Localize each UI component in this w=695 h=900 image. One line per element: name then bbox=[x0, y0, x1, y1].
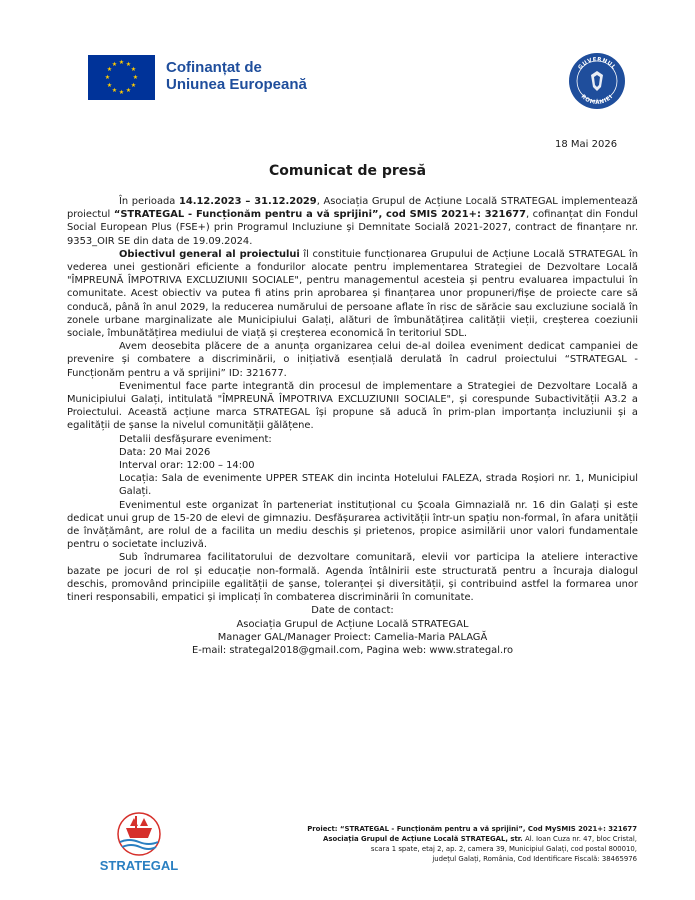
svg-text:★: ★ bbox=[125, 61, 132, 68]
svg-text:★: ★ bbox=[111, 61, 118, 68]
press-release-body bbox=[67, 195, 638, 657]
paragraph-objective bbox=[67, 248, 638, 340]
event-location: Locația: Sala de evenimente UPPER STEAK din incinta Hotelului FALEZA, strada Roșiori nr. 1, Municipiul Galați. bbox=[119, 473, 638, 498]
svg-text:GUVERNUL: GUVERNUL bbox=[577, 56, 617, 71]
text: îl constituie funcționarea Grupului de Acțiune Locală STRATEGAL în vederea unei gestionări eficiente a fondurilor alocate pentru implementarea Strategiei de Dezvoltare Locală "ÎMPREUNĂ ÎMPOTRIVA EXCLUZIUNII SOCIALE", pentru managementul acesteia și pentru evaluarea impactului în comunitate. Acest obiectiv va putea fi atins prin aprobarea și finanțarea unor propuneri/fișe de proiecte care să conducă, până în anul 2029, la reducerea numărului de persoane aflate în risc de sărăcie sau excluziune socială în zonele urbane marginalizate ale Municipiului Galați, alături de îmbunătățirea calității vieții, creșterea coeziunii sociale, îmbunătățirea mediului de viață și creșterea economică în teritoriul SDL. bbox=[67, 248, 639, 340]
svg-text:★: ★ bbox=[130, 82, 137, 89]
event-date: Data: 20 Mai 2026 bbox=[119, 446, 211, 458]
objective-heading: Obiectivul general al proiectului bbox=[119, 248, 300, 260]
project-name: “STRATEGAL - Funcționăm pentru a vă sprijini”, cod SMIS 2021+: 321677 bbox=[113, 209, 526, 221]
text: Asociația Grupul de Acțiune Locală STRATEGAL, str. bbox=[323, 835, 523, 843]
contact-organization: Asociația Grupul de Acțiune Locală STRATEGAL bbox=[236, 618, 469, 630]
footer-address-3: județul Galați, România, Cod Identificare Fiscală: 38465976 bbox=[432, 855, 637, 863]
event-details-heading: Detalii desfășurare eveniment: bbox=[119, 433, 272, 445]
release-date: 18 Mai 2026 bbox=[555, 139, 618, 150]
svg-text:★: ★ bbox=[104, 74, 111, 81]
text: , Asociația Grupul de Acțiune Locală STRATEGAL implementează proiectul bbox=[67, 196, 638, 221]
svg-text:★: ★ bbox=[111, 87, 118, 94]
svg-text:★: ★ bbox=[125, 87, 132, 94]
text: Al. Ioan Cuza nr. 47, bloc Cristal, bbox=[522, 835, 637, 843]
eu-line-1: Cofinanțat de bbox=[166, 59, 262, 76]
contact-email-web: E-mail: strategal2018@gmail.com, Pagina web: www.strategal.ro bbox=[191, 644, 514, 656]
svg-text:★: ★ bbox=[130, 66, 137, 73]
paragraph-announcement: Avem deosebita plăcere de a anunța organizarea celui de-al doilea eveniment dedicat campaniei de prevenire și combatere a discriminării, o inițiativă esențială derulată în cadrul proiectului “STRATEGAL - Funcționăm pentru a vă sprijini” ID: 321677. bbox=[67, 341, 638, 379]
page-title: Comunicat de presă bbox=[268, 163, 427, 179]
footer-address-1 bbox=[217, 834, 637, 844]
contact-manager: Manager GAL/Manager Proiect: Camelia-Maria PALAGĂ bbox=[217, 631, 488, 643]
text: În perioada bbox=[119, 196, 179, 207]
svg-text:★: ★ bbox=[118, 89, 125, 96]
contact-heading: Date de contact: bbox=[311, 605, 394, 617]
event-time: Interval orar: 12:00 – 14:00 bbox=[119, 460, 255, 472]
romanian-government-seal-icon bbox=[568, 52, 626, 110]
footer-address-2: scara 1 spate, etaj 2, ap. 2, camera 39, Municipiul Galați, cod postal 800010, bbox=[370, 845, 637, 853]
svg-text:ROMÂNIEI: ROMÂNIEI bbox=[579, 93, 615, 107]
text: Proiect: “STRATEGAL - Funcționăm pentru a vă sprijini”, Cod MySMIS 2021+: 321677 bbox=[307, 825, 637, 833]
text: , cofinanțat din Fondul Social European Plus (FSE+) prin Programul Incluziune și Demnitate Socială 2021-2027, contract de finanțare nr. 9353_OIR SE din data de 19.09.2024. bbox=[67, 209, 638, 247]
eu-cofinancing-label bbox=[166, 59, 307, 93]
svg-text:STRATEGAL: STRATEGAL bbox=[99, 858, 179, 873]
strategal-logo bbox=[99, 808, 179, 878]
footer-project bbox=[217, 824, 637, 834]
svg-text:★: ★ bbox=[118, 59, 125, 66]
footer-project-info bbox=[217, 824, 637, 864]
svg-text:★: ★ bbox=[106, 82, 113, 89]
paragraph-period bbox=[67, 195, 638, 248]
eu-line-2: Uniunea Europeană bbox=[166, 76, 307, 93]
paragraph-event-context: Evenimentul face parte integrantă din procesul de implementare a Strategiei de Dezvoltare Locală a Municipiului Galați, intitulată "ÎMPREUNĂ ÎMPOTRIVA EXCLUZIUNII SOCIALE", și corespunde Subactivității A3.2 a Proiectului. Această acțiune marca STRATEGAL își propune să aducă în prim-plan importanța incluziunii și a egalității de șanse la nivelul comunității gălățene. bbox=[67, 380, 638, 432]
paragraph-activities: Sub îndrumarea facilitatorului de dezvoltare comunitară, elevii vor participa la ateliere interactive bazate pe jocuri de rol și educație non-formală. Agenda întâlnirii este structurată pentru a încuraja dialogul deschis, promovând principiile egalității de șanse, toleranței și diversității, și contribuind astfel la formarea unor tineri responsabili, empatici și implicați în combaterea discriminării în comunitate. bbox=[67, 552, 638, 604]
period-dates: 14.12.2023 – 31.12.2029 bbox=[178, 196, 317, 207]
paragraph-partnership: Evenimentul este organizat în parteneriat instituțional cu Școala Gimnazială nr. 16 din Galați și este dedicat unui grup de 15-20 de elevi de gimnaziu. Desfășurarea activității într-un spațiu non-formal, în afara unității de învățământ, are rolul de a facilita un mediu deschis și prietenos, propice asimilării unor valori fundamentale pentru o societate incluzivă. bbox=[67, 499, 638, 551]
svg-text:★: ★ bbox=[106, 66, 113, 73]
svg-text:★: ★ bbox=[132, 74, 139, 81]
eu-flag-icon bbox=[88, 55, 155, 100]
